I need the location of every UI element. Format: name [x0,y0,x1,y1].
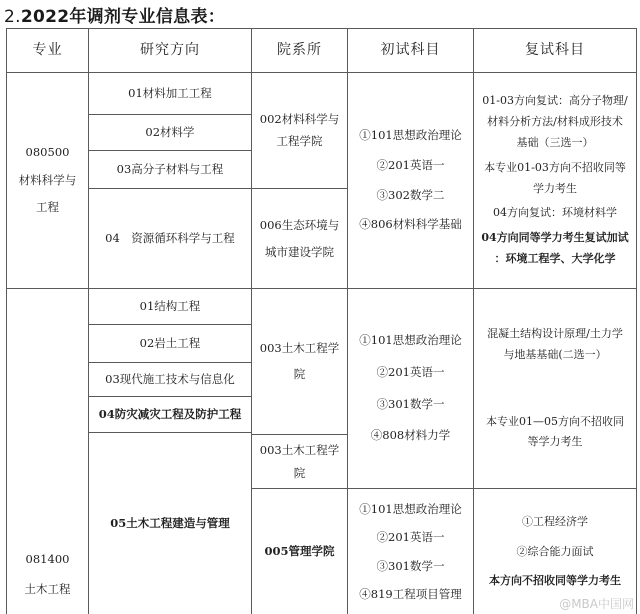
exam-subject: ④806材料科学基础 [359,217,462,232]
heading-number: 2. [4,7,21,27]
retest-line: 材料分析方法/材料成形技术 [487,114,623,128]
major-name-cont: 工程 [36,200,59,215]
retest-line: 混凝土结构设计原理/土力学 [487,326,623,340]
department-name: 003土木工程学 [259,341,340,356]
initial-exam-cell [348,489,473,614]
department-name: 006生态环境与 [259,218,340,233]
col-header-major: 专业 [32,42,63,59]
retest-line: ：环境工程学、大学化学 [494,252,616,266]
department-cell [252,189,347,288]
major-081400 [7,540,88,610]
major-code: 080500 [25,145,70,160]
exam-subject: ④819工程项目管理 [359,586,462,601]
exam-subject: ①101思想政治理论 [359,127,462,142]
retest-line: 本专业01—05方向不招收同 [486,414,624,428]
department-cell [252,289,347,434]
exam-subject: ③301数学一 [376,558,445,573]
watermark: @MBA中国网 [559,597,634,611]
heading-title: 2022年调剂专业信息表： [20,7,226,27]
direction-item: 03现代施工技术与信息化 [105,371,235,386]
retest-cell [474,289,636,488]
retest-line: 04方向同等学力考生复试加试 [481,231,629,245]
col-header-department: 院系所 [277,42,322,59]
col-header-retest: 复试科目 [525,42,585,59]
department-name-cont: 城市建设学院 [264,244,334,259]
direction-item: 01结构工程 [139,298,201,313]
retest-line: 等学力考生 [527,435,583,449]
direction-item: 02岩土工程 [139,335,201,350]
retest-line: 01-03方向复试：高分子物理/ [482,93,628,107]
exam-subject: ①101思想政治理论 [359,333,462,348]
exam-subject: ②201英语一 [376,157,445,172]
initial-exam-cell [348,73,473,288]
major-name: 材料科学与 [18,172,77,187]
department-name: 002材料科学与 [259,111,340,126]
direction-item: 02材料学 [145,124,195,139]
major-080500 [7,73,88,288]
department-cell [252,73,347,188]
retest-line: ①工程经济学 [522,514,588,528]
retest-line: 本专业01-03方向不招收同等 [484,160,626,174]
direction-item: 04防灾减灾工程及防护工程 [98,406,242,421]
direction-item: 04 资源循环科学与工程 [105,230,235,245]
initial-exam-cell [348,289,473,488]
department-cell: 005管理学院 [264,543,335,558]
department-name-cont: 院 [293,366,306,381]
exam-subject: ③302数学二 [376,187,445,202]
direction-item: 03高分子材料与工程 [116,161,224,176]
direction-item: 05土木工程建造与管理 [110,515,230,530]
department-cell [252,435,347,488]
exam-subject: ②201英语一 [376,364,445,379]
exam-subject: ④808材料力学 [370,428,451,443]
department-name-cont: 院 [293,465,306,480]
direction-item: 01材料加工工程 [128,85,212,100]
col-header-direction: 研究方向 [140,42,200,59]
major-name: 土木工程 [24,582,71,596]
retest-cell [474,73,636,288]
retest-line: 04方向复试：环境材料学 [493,206,617,220]
retest-line: 学力考生 [533,181,577,195]
retest-line: 基础（三选一） [516,135,594,149]
col-header-initial-exam: 初试科目 [380,42,441,59]
major-code: 081400 [25,552,70,567]
retest-line: ②综合能力面试 [516,544,594,558]
department-name-cont: 工程学院 [276,133,323,148]
retest-line: 与地基基础(二选一） [503,347,607,361]
retest-line: 本方向不招收同等学力考生 [489,574,621,588]
exam-subject: ②201英语一 [376,530,445,545]
department-name: 003土木工程学 [259,442,340,457]
exam-subject: ①101思想政治理论 [359,502,462,517]
exam-subject: ③301数学一 [376,396,445,411]
